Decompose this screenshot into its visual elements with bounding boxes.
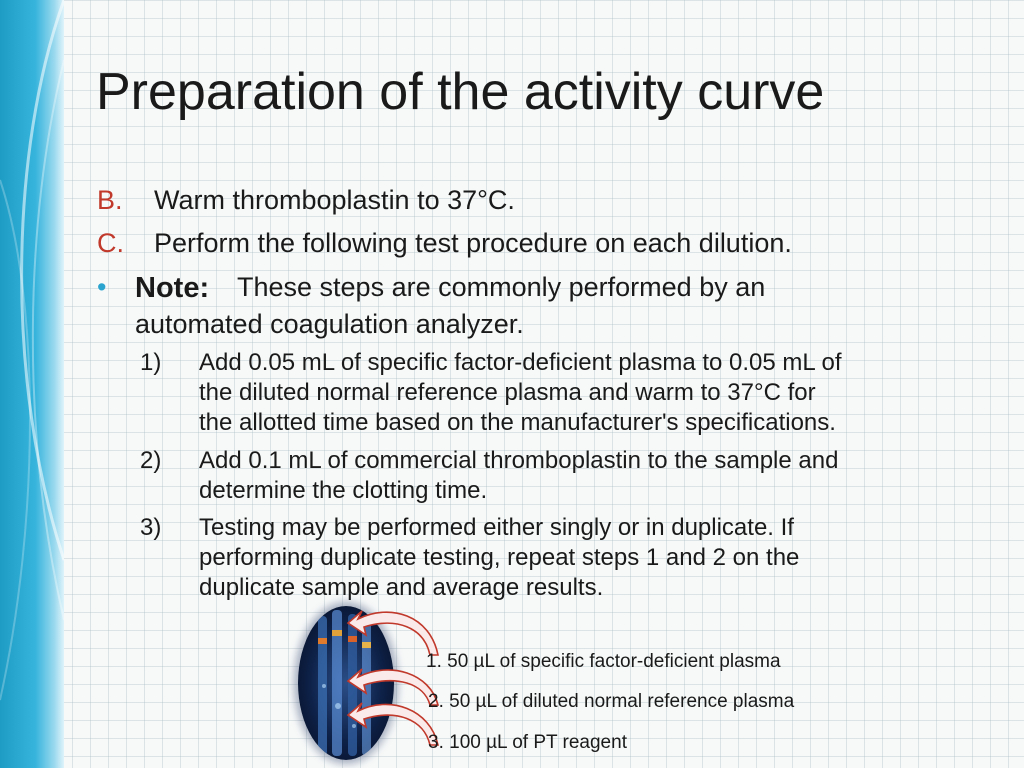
list-marker: C. [97,228,124,258]
list-marker: B. [97,185,123,215]
step-number: 1) [140,349,162,376]
step-text-line: Testing may be performed either singly or in duplicate. If [199,514,794,541]
step-text-line: determine the clotting time. [199,477,488,504]
note-bullet-item [97,272,766,304]
note-text-line1: These steps are commonly performed by an [237,272,766,302]
step-number: 2) [140,447,162,474]
step-3 [140,513,800,601]
list-item-text: Perform the following test procedure on each dilution. [154,228,792,258]
step-text-line: duplicate sample and average results. [199,574,604,601]
swoosh-decoration [0,0,64,768]
step-text-line: Add 0.1 mL of commercial thromboplastin to the sample and [199,447,839,474]
curved-arrow-icon [348,611,438,655]
curved-arrow-icon [348,669,438,705]
bullet-icon: • [97,272,107,302]
step-text-line: the allotted time based on the manufacturer's specifications. [199,409,836,436]
caption-3: 3. 100 µL of PT reagent [428,732,627,753]
side-decoration-band [0,0,64,768]
step-text-line: performing duplicate testing, repeat steps 1 and 2 on the [199,544,800,571]
step-text-line: Add 0.05 mL of specific factor-deficient plasma to 0.05 mL of [199,349,842,376]
note-text-line2: automated coagulation analyzer. [135,309,524,339]
curved-arrow-icon [348,703,438,745]
caption-1: 1. 50 µL of specific factor-deficient plasma [426,651,781,672]
note-label: Note: [135,272,210,304]
step-2 [140,446,839,504]
step-number: 3) [140,514,162,541]
slide-title: Preparation of the activity curve [96,63,825,121]
list-item-c [97,228,792,259]
caption-2: 2. 50 µL of diluted normal reference plasma [428,691,795,712]
list-item-b [97,185,515,216]
step-1 [140,348,842,436]
list-item-text: Warm thromboplastin to 37°C. [154,185,515,215]
step-text-line: the diluted normal reference plasma and warm to 37°C for [199,379,816,406]
